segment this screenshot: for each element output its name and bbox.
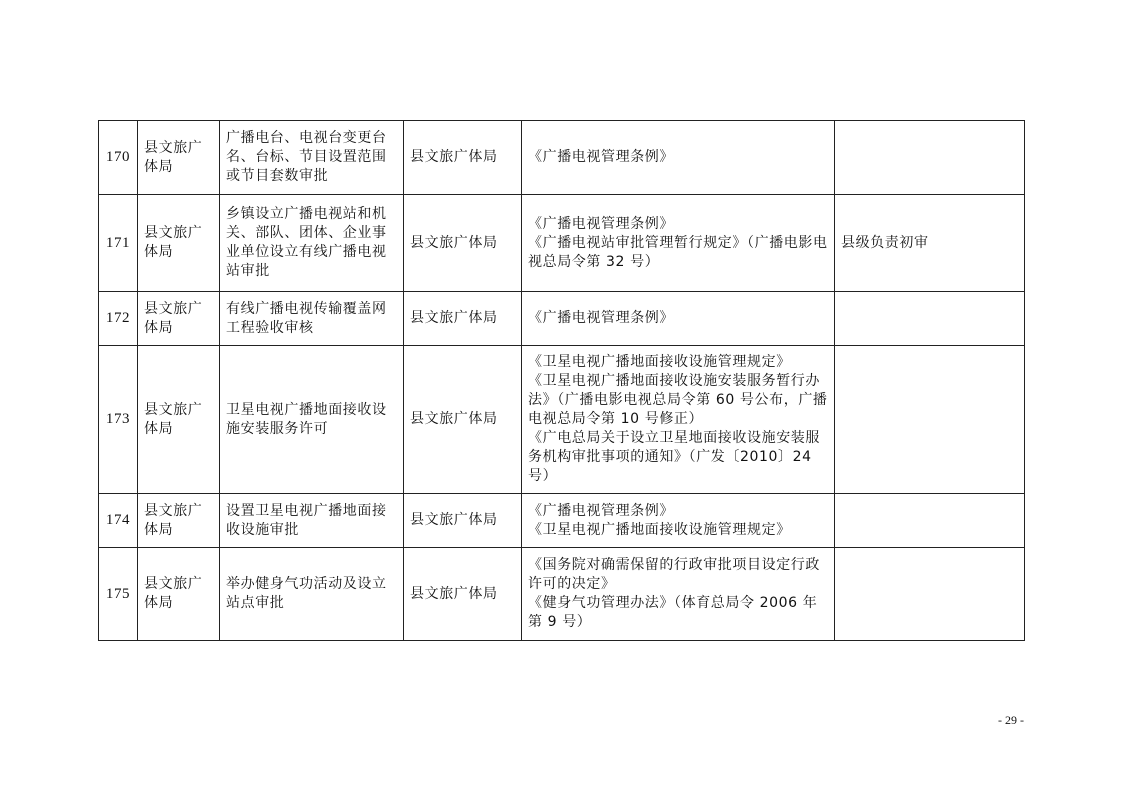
basis-line: 《广播电视管理条例》 (528, 215, 674, 232)
basis-line: 《卫星电视广播地面接收设施管理规定》 (528, 354, 791, 370)
page-number: - 29 - (998, 713, 1024, 727)
table-row (99, 494, 1025, 548)
row-note (835, 548, 1025, 641)
table-row (99, 292, 1025, 346)
row-department: 县文旅广体局 (138, 548, 220, 641)
row-seq: 173 (99, 346, 138, 494)
row-department: 县文旅广体局 (138, 195, 220, 292)
basis-line: 《广播电视站审批管理暂行规定》（广播电影电视总局令第 32 号） (528, 234, 828, 270)
approval-items-table (98, 120, 1025, 641)
basis-line: 《广电总局关于设立卫星地面接收设施安装服务机构审批事项的通知》（广发〔2010〕24 号） (528, 430, 820, 484)
row-legal-basis (522, 346, 835, 494)
row-item-name: 设置卫星电视广播地面接收设施审批 (220, 494, 404, 548)
row-seq: 172 (99, 292, 138, 346)
basis-line: 《健身气功管理办法》（体育总局令 2006 年第 9 号） (528, 595, 818, 630)
row-note (835, 292, 1025, 346)
row-seq: 174 (99, 494, 138, 548)
row-legal-basis (522, 121, 835, 195)
row-seq: 171 (99, 195, 138, 292)
row-implementing-agency: 县文旅广体局 (404, 195, 522, 292)
table-row (99, 548, 1025, 641)
row-implementing-agency: 县文旅广体局 (404, 346, 522, 494)
row-implementing-agency: 县文旅广体局 (404, 494, 522, 548)
row-item-name: 乡镇设立广播电视站和机关、部队、团体、企业事业单位设立有线广播电视站审批 (220, 195, 404, 292)
row-note (835, 121, 1025, 195)
basis-line: 《国务院对确需保留的行政审批项目设定行政许可的决定》 (528, 557, 820, 592)
row-legal-basis (522, 494, 835, 548)
row-item-name: 有线广播电视传输覆盖网工程验收审核 (220, 292, 404, 346)
row-department: 县文旅广体局 (138, 494, 220, 548)
row-item-name: 广播电台、电视台变更台名、台标、节目设置范围或节目套数审批 (220, 121, 404, 195)
row-department: 县文旅广体局 (138, 346, 220, 494)
row-implementing-agency: 县文旅广体局 (404, 548, 522, 641)
row-seq: 175 (99, 548, 138, 641)
basis-line: 《广播电视管理条例》 (528, 502, 674, 519)
row-note (835, 346, 1025, 494)
row-seq: 170 (99, 121, 138, 195)
basis-line: 《广播电视管理条例》 (528, 149, 674, 165)
row-note: 县级负责初审 (835, 195, 1025, 292)
table-row (99, 195, 1025, 292)
basis-line: 《卫星电视广播地面接收设施管理规定》 (528, 521, 791, 538)
row-legal-basis (522, 195, 835, 292)
basis-line: 《卫星电视广播地面接收设施安装服务暂行办法》（广播电影电视总局令第 60 号公布，广播电视总局令第 10 号修正） (528, 373, 828, 427)
basis-line: 《广播电视管理条例》 (528, 310, 674, 326)
row-department: 县文旅广体局 (138, 292, 220, 346)
row-legal-basis (522, 548, 835, 641)
row-implementing-agency: 县文旅广体局 (404, 292, 522, 346)
table-row (99, 346, 1025, 494)
row-implementing-agency: 县文旅广体局 (404, 121, 522, 195)
row-item-name: 举办健身气功活动及设立站点审批 (220, 548, 404, 641)
row-legal-basis (522, 292, 835, 346)
table-row (99, 121, 1025, 195)
row-department: 县文旅广体局 (138, 121, 220, 195)
row-note (835, 494, 1025, 548)
row-item-name: 卫星电视广播地面接收设施安装服务许可 (220, 346, 404, 494)
